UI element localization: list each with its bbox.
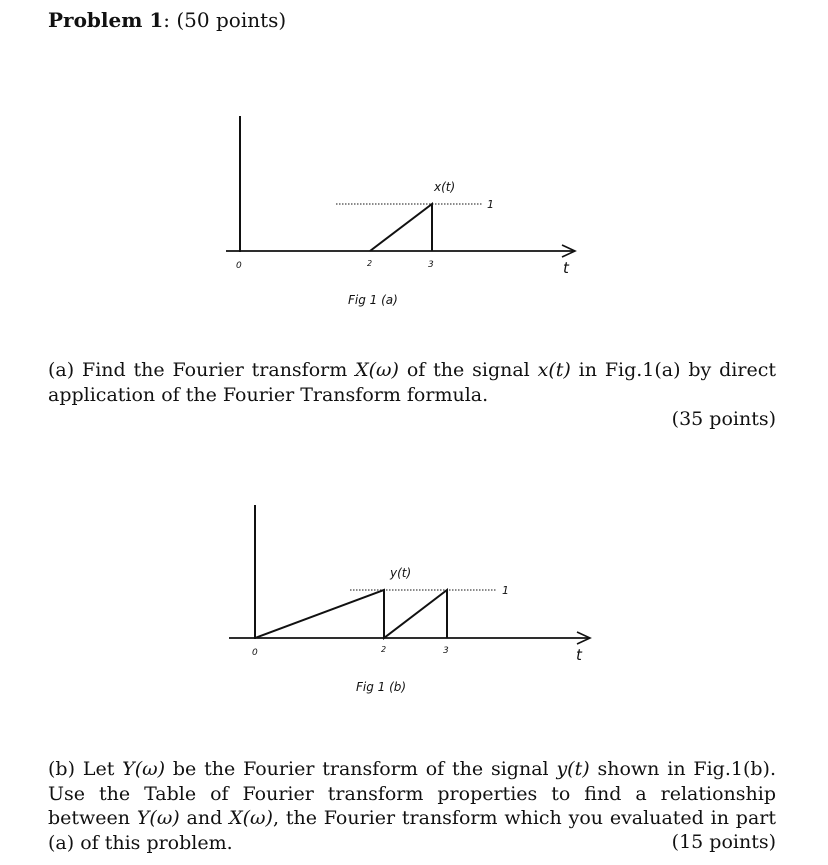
part-b-text-1: (b) Let	[48, 758, 123, 780]
part-a-text	[48, 358, 776, 407]
figure-a-level-label: 1	[487, 198, 494, 211]
part-b-text-4: and	[179, 807, 230, 829]
figure-a-tick-3: 3	[428, 260, 434, 270]
part-a-text-1: (a) Find the Fourier transform	[48, 359, 356, 381]
problem-heading	[48, 8, 286, 32]
figure-a-axis-label: t	[563, 259, 569, 277]
figure-b-tick-0: 0	[252, 648, 258, 658]
figure-b-signal	[255, 590, 447, 638]
figure-b-axis-label: t	[576, 646, 582, 664]
problem-title-suffix: :	[163, 8, 171, 32]
figure-a-tick-2: 2	[367, 259, 373, 268]
figure-b-tick-3: 3	[443, 646, 449, 656]
part-b-math-4: X(ω)	[229, 807, 273, 829]
part-a-math-1: X(ω)	[355, 359, 399, 381]
figure-b	[0, 495, 828, 710]
figure-a-caption: Fig 1 (a)	[348, 293, 398, 307]
figure-b-tick-2: 2	[381, 645, 387, 654]
part-b-text-2: be the Fourier transform of the signal	[165, 758, 557, 780]
part-a-math-2: x(t)	[537, 359, 571, 381]
figure-a-signal-label: x(t)	[434, 180, 456, 194]
figure-b-level-label: 1	[502, 584, 509, 597]
figure-a-tick-0: 0	[236, 261, 242, 271]
part-b-text-3: shown in Fig.1(b). Use the Table of Fourier transform properties to find a relationship between	[48, 758, 776, 829]
part-b-points: (15 points)	[671, 831, 776, 853]
problem-points: (50 points)	[176, 8, 287, 32]
part-b-math-2: y(t)	[556, 758, 590, 780]
part-a-text-2: of the signal	[398, 359, 538, 381]
part-b-text-5: , the Fourier transform which you evaluated in part (a) of this problem.	[48, 807, 776, 854]
part-a-text-3: in Fig.1(a) by direct application of the Fourier Transform formula.	[48, 359, 776, 406]
problem-title: Problem 1	[48, 8, 164, 32]
part-b-text	[48, 757, 776, 855]
figure-b-caption: Fig 1 (b)	[356, 680, 407, 694]
figure-b-signal-label: y(t)	[390, 566, 412, 580]
figure-a-signal	[370, 204, 432, 251]
part-b-math-3: Y(ω)	[136, 807, 180, 829]
part-b-math-1: Y(ω)	[122, 758, 166, 780]
figure-a	[0, 100, 828, 320]
part-a-points: (35 points)	[671, 408, 776, 430]
